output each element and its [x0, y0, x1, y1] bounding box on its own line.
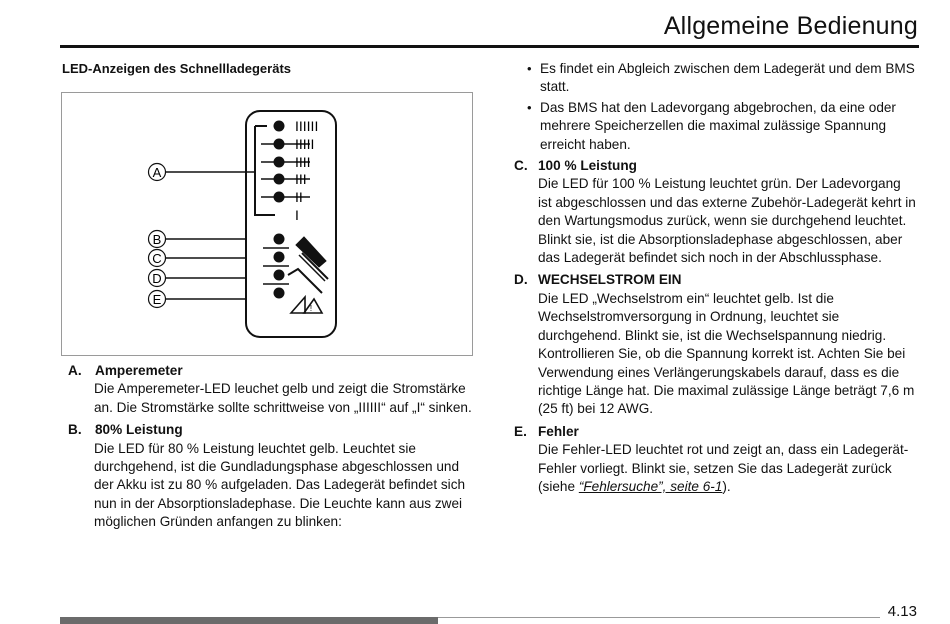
led-100-percent — [274, 252, 285, 263]
plug-icon — [288, 237, 328, 293]
item-d-letter: D. — [514, 272, 528, 288]
item-d-heading — [512, 271, 917, 289]
item-a-letter: A. — [68, 363, 82, 378]
item-c-body: Die LED für 100 % Leistung leuchtet grün. Der Ladevorgang ist abgeschlossen und das externe Zubehör-Ladegerät kehrt in den Wartungsmodus zurück, wenn sie durchgehend leuchtet. Blinkt sie, ist die Absorptionsladephase abgeschlossen, aber das Ladegerät befindet sich noch in der Abschlussphase. — [538, 176, 916, 266]
ammeter-led-3 — [274, 157, 285, 168]
item-b-letter: B. — [68, 422, 82, 438]
item-e-body — [512, 441, 917, 496]
svg-text:!: ! — [309, 304, 313, 313]
ammeter-mark-4: III — [295, 171, 307, 187]
led-panel-outline — [246, 111, 336, 337]
header-rule — [60, 45, 919, 48]
ammeter-led-5 — [274, 192, 285, 203]
callout-c-label: C — [152, 251, 162, 266]
item-c-letter: C. — [514, 158, 528, 174]
ammeter-mark-1: IIIIII — [295, 118, 319, 134]
item-d-title: WECHSELSTROM EIN — [538, 272, 682, 288]
led-ac-on — [274, 270, 285, 281]
item-a-body: Die Amperemeter-LED leuchet gelb und zeigt die Stromstärke an. Die Stromstärke sollte schrittweise von „IIIIII“ auf „I“ sinken. — [94, 381, 472, 415]
ammeter-led-4 — [274, 174, 285, 185]
ammeter-mark-2: IIIII — [295, 136, 315, 152]
item-a-heading — [62, 362, 472, 380]
item-e-heading — [512, 423, 917, 441]
led-80-percent — [274, 234, 285, 245]
item-b — [62, 421, 472, 531]
list-item — [512, 99, 917, 154]
bullet-icon: • — [527, 61, 532, 76]
item-a — [62, 362, 472, 417]
bullet-icon: • — [527, 99, 532, 115]
ammeter-mark-5: II — [295, 189, 303, 205]
callout-a-label: A — [152, 165, 162, 180]
item-d-body: Die LED „Wechselstrom ein“ leuchtet gelb. Ist die Wechselstromversorgung in Ordnung, leuchtet sie durchgehend. Blinkt sie, ist die Wechselspannung niedrig. Kontrollieren Sie, ob die Spannung korrekt ist. Achten Sie bei Verwendung eines Verlängerungskabels darauf, dass es die richtige Länge hat. Die maximal zulässige Länge beträgt 7,6 m (25 ft) bei 12 AWG. — [538, 290, 915, 417]
callout-d-label: D — [152, 271, 162, 286]
item-e-body-text: Die Fehler-LED leuchtet rot und zeigt an, dass ein Ladegerät-Fehler vorliegt. Blinkt sie, setzen Sie das Ladegerät zurück (siehe — [538, 442, 909, 494]
item-d — [512, 271, 917, 418]
ammeter-led-1 — [274, 121, 285, 132]
callout-e-label: E — [152, 292, 162, 307]
bullet-text: Das BMS hat den Ladevorgang abgebrochen, da eine oder mehrere Speicherzellen die maximal zulässige Spannung erreicht haben. — [540, 99, 896, 152]
callout-b-label: B — [152, 232, 162, 247]
item-b-body: Die LED für 80 % Leistung leuchtet gelb. Leuchtet sie durchgehend, ist die Gundladungsphase abgeschlossen und der Akku ist zu 80 % aufgeladen. Das Ladegerät befindet sich nun in der Absorptionsladephase. Die Leuchte kann aus zwei möglichen Gründen anfangen zu blinken: — [94, 440, 466, 530]
list-item — [512, 60, 917, 97]
item-b-heading — [62, 421, 472, 439]
ammeter-led-2 — [274, 139, 285, 150]
item-c-title: 100 % Leistung — [538, 158, 637, 174]
ammeter-bracket — [255, 126, 275, 215]
left-column — [62, 362, 472, 536]
footer-bar — [60, 617, 438, 624]
ammeter-mark-3: IIII — [295, 154, 311, 170]
footer-rule — [438, 617, 880, 618]
item-e-letter: E. — [514, 423, 527, 439]
troubleshooting-link[interactable]: “Fehlersuche”, seite 6-1 — [578, 478, 723, 494]
charger-led-diagram — [62, 93, 474, 357]
item-a-title: Amperemeter — [95, 363, 183, 378]
bullet-text: Es findet ein Abgleich zwischen dem Ladegerät und dem BMS statt. — [540, 61, 915, 95]
item-b-title: 80% Leistung — [95, 422, 183, 438]
item-c — [512, 157, 917, 267]
charger-led-figure — [61, 92, 473, 356]
led-fault — [274, 288, 285, 299]
blink-reasons-list — [512, 60, 917, 154]
warning-triangle-icon — [291, 297, 322, 313]
page-header-title: Allgemeine Bedienung — [663, 12, 918, 40]
right-column — [512, 60, 917, 500]
item-e-title: Fehler — [538, 423, 579, 439]
ammeter-mark-6: I — [295, 207, 299, 223]
item-e — [512, 423, 917, 497]
page-number: 4.13 — [887, 603, 917, 620]
section-title: LED-Anzeigen des Schnellladegeräts — [62, 61, 292, 76]
item-e-body-end: ). — [722, 478, 731, 494]
item-c-heading — [512, 157, 917, 175]
